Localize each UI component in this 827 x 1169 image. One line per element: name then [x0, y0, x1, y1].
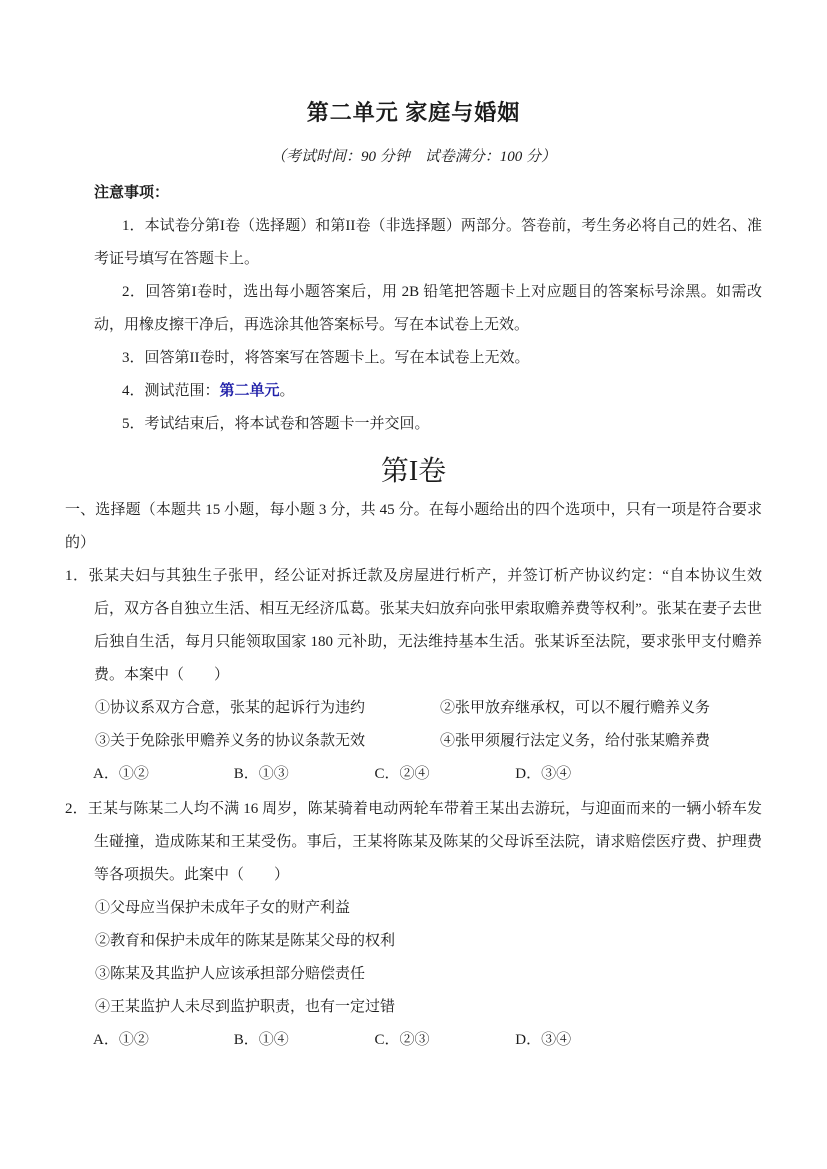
question-2-statement-1: ①父母应当保护未成年子女的财产利益	[95, 900, 351, 916]
question-2-answer-b: B．①④	[233, 1032, 289, 1048]
volume-1-heading: 第I卷	[380, 456, 447, 487]
question-1-stem: 1．张某夫妇与其独生子张甲，经公证对拆迁款及房屋进行析产，并签订析产协议约定：“自本协议生效后，双方各自独立生活、相互无经济瓜葛。张某夫妇放弃向张甲索取赡养费等权利”。张某在妻子去世后独自生活，每月只能领取国家 180 元补助，无法维持基本生活。张某诉至法院，要求张甲支付赡养费。本案中（ ）	[65, 568, 762, 683]
notice-item-4-suffix: 。	[279, 383, 295, 399]
notice-item-4-prefix: 4．测试范围：	[122, 383, 220, 399]
question-1-statement-2: ②张甲放弃继承权，可以不履行赡养义务	[440, 700, 711, 716]
paper-subtitle: （考试时间：90 分钟 试卷满分：100 分）	[270, 149, 556, 165]
question-1-answer-a: A．①②	[93, 766, 149, 782]
question-2	[65, 793, 762, 1057]
question-2-statement-3: ③陈某及其监护人应该承担部分赔偿责任	[95, 966, 366, 982]
question-1-answer-d: D．③④	[515, 766, 572, 782]
notice-label: 注意事项：	[94, 185, 170, 201]
notice-section	[0, 166, 827, 441]
question-1-answer-row	[65, 758, 762, 791]
question-1-statement-4: ④张甲须履行法定义务，给付张某赡养费	[440, 733, 711, 749]
question-1-statement-1: ①协议系双方合意，张某的起诉行为违约	[95, 700, 366, 716]
question-1	[65, 560, 762, 791]
notice-item-3: 3．回答第II卷时，将答案写在答题卡上。写在本试卷上无效。	[122, 350, 530, 366]
question-2-answer-c: C．②③	[374, 1032, 430, 1048]
paper-title: 第二单元 家庭与婚姻	[306, 100, 521, 125]
question-2-answer-d: D．③④	[515, 1032, 572, 1048]
question-2-statement-2: ②教育和保护未成年的陈某是陈某父母的权利	[95, 933, 396, 949]
question-1-answer-c: C．②④	[374, 766, 430, 782]
question-1-statement-3: ③关于免除张甲赡养义务的协议条款无效	[95, 733, 366, 749]
section-1-header: 一、选择题（本题共 15 小题，每小题 3 分，共 45 分。在每小题给出的四个选项中，只有一项是符合要求的）	[65, 502, 762, 551]
question-2-answer-row	[65, 1024, 762, 1057]
notice-item-5: 5．考试结束后，将本试卷和答题卡一并交回。	[122, 416, 430, 432]
question-2-stem: 2．王某与陈某二人均不满 16 周岁，陈某骑着电动两轮车带着王某出去游玩，与迎面而来的一辆小轿车发生碰撞，造成陈某和王某受伤。事后，王某将陈某及陈某的父母诉至法院，请求赔偿医疗费、护理费等各项损失。此案中（ ）	[65, 801, 762, 883]
notice-item-1: 1．本试卷分第I卷（选择题）和第II卷（非选择题）两部分。答卷前，考生务必将自己的姓名、准考证号填写在答题卡上。	[94, 218, 762, 267]
question-2-answer-a: A．①②	[93, 1032, 149, 1048]
notice-item-4	[65, 375, 762, 408]
question-2-statement-4: ④王某监护人未尽到监护职责，也有一定过错	[95, 999, 396, 1015]
question-1-statement-row-1	[65, 692, 762, 725]
notice-item-2: 2．回答第I卷时，选出每小题答案后，用 2B 铅笔把答题卡上对应题目的答案标号涂黑。如需改动，用橡皮擦干净后，再选涂其他答案标号。写在本试卷上无效。	[94, 284, 762, 333]
question-1-answer-b: B．①③	[233, 766, 289, 782]
question-1-statement-row-2	[65, 725, 762, 758]
test-scope-highlight: 第二单元	[219, 383, 280, 399]
